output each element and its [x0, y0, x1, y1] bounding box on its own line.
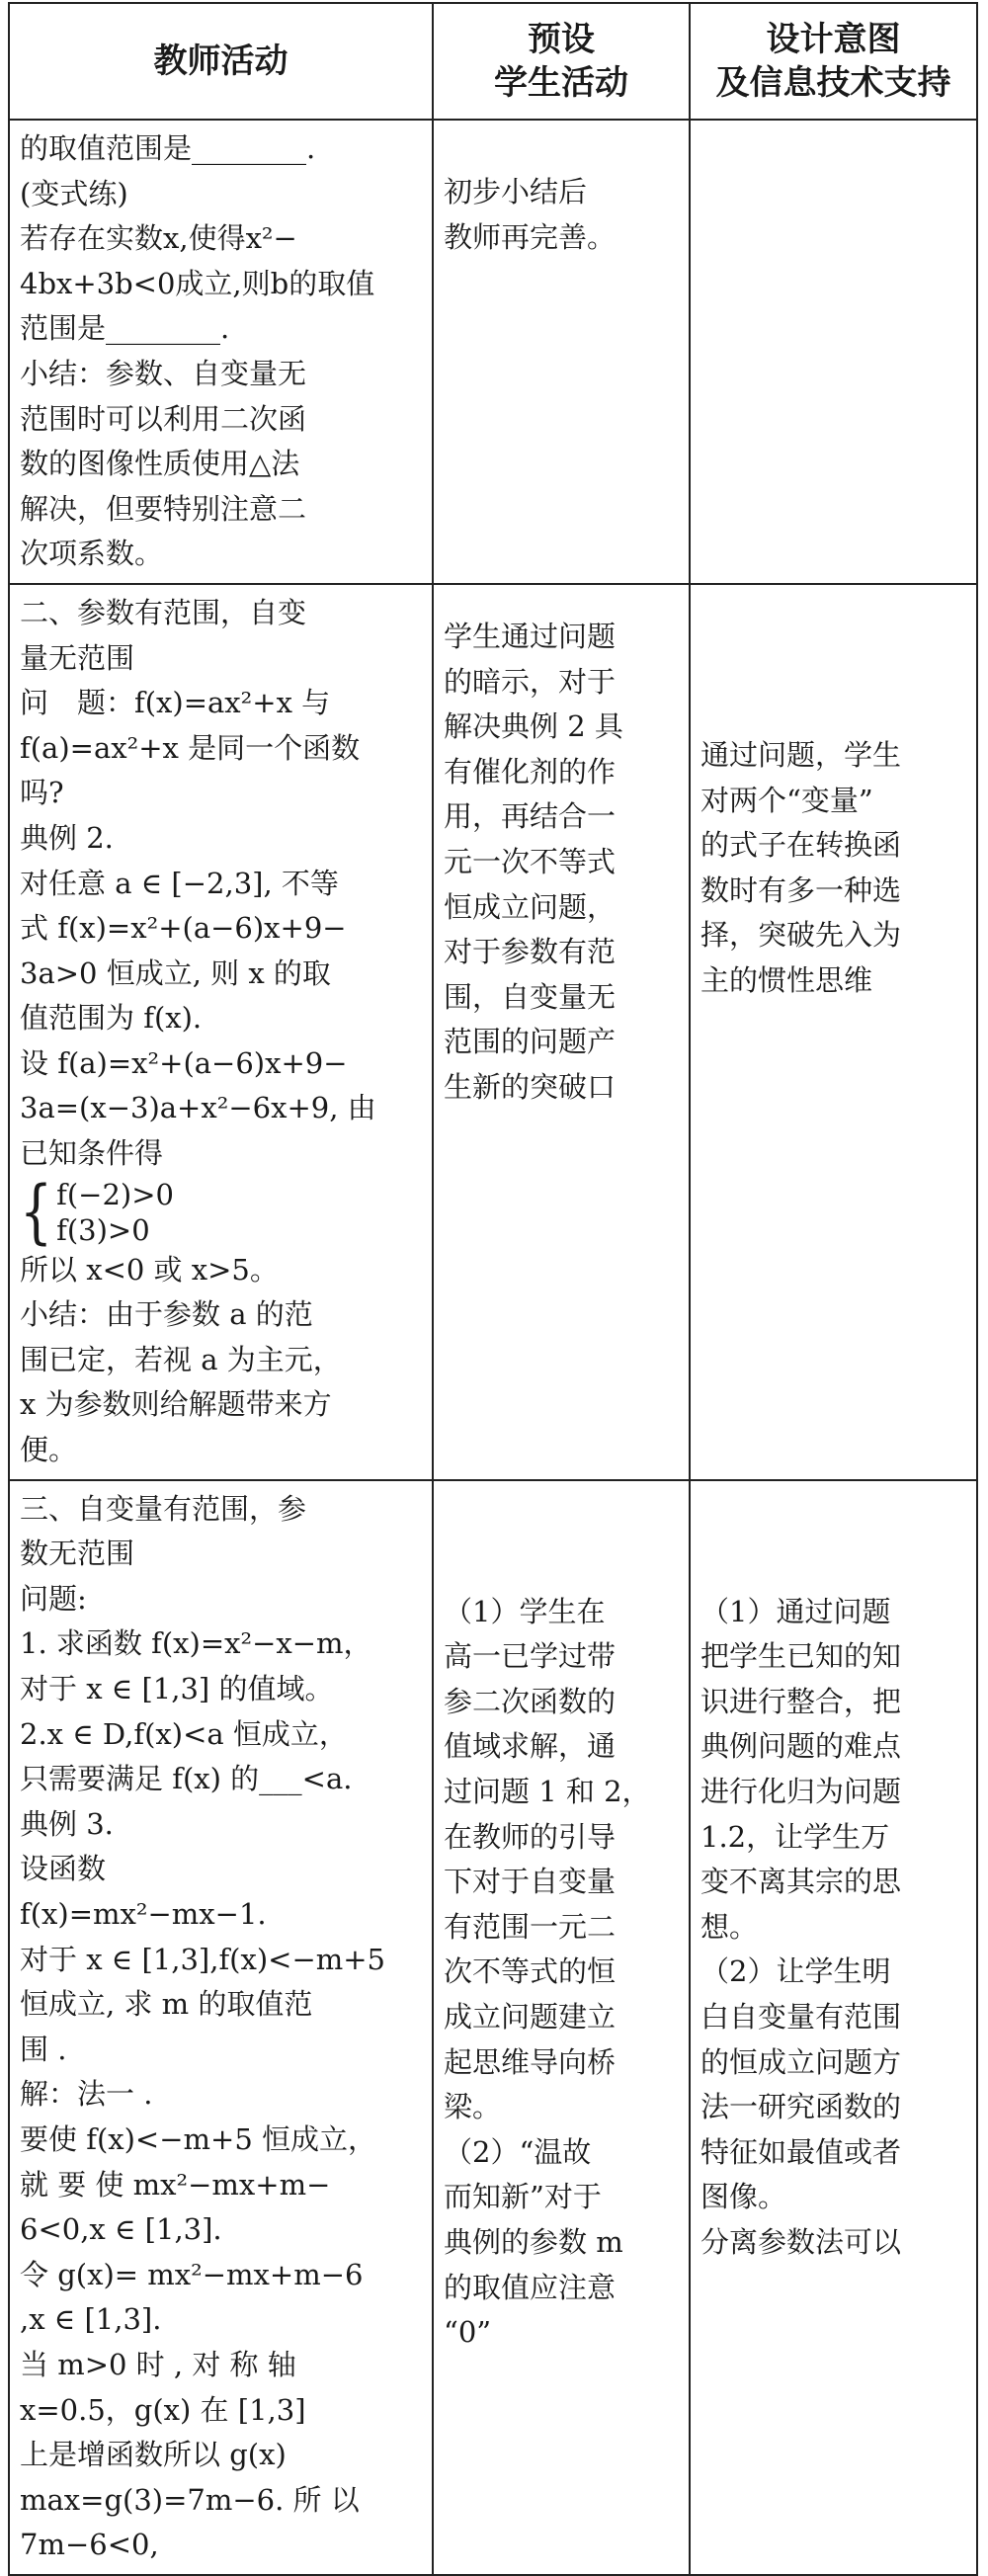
- text-line: 下对于自变量: [444, 1865, 617, 1899]
- text-line: 典例 3.: [20, 1806, 114, 1841]
- student-cell: [433, 120, 690, 584]
- text-line: 主的惯性思维: [700, 962, 873, 997]
- teacher-cell: [9, 1480, 433, 2575]
- lesson-plan-table: [8, 2, 978, 2576]
- text-line: 过问题 1 和 2，: [444, 1775, 651, 1808]
- text-line: x 为参数则给解题带来方: [20, 1387, 332, 1422]
- text-line: （2）让学生明: [700, 1954, 891, 1989]
- text-line: 吗?: [20, 776, 64, 810]
- text-line: 变不离其宗的思: [700, 1865, 902, 1899]
- text-line: 6<0,x ∈ [1,3].: [20, 2212, 222, 2247]
- text-line: 解：法一 .: [20, 2077, 153, 2112]
- text-line: 范围时可以利用二次函: [20, 401, 307, 436]
- text-line: 便。: [20, 1433, 78, 1467]
- header-student-activity: 预设 学生活动: [433, 3, 690, 120]
- text-line: （1）学生在: [444, 1594, 606, 1628]
- left-brace-icon: {: [20, 1172, 53, 1253]
- text-line: 三、自变量有范围，参: [20, 1491, 307, 1526]
- text-line: (变式练): [20, 176, 128, 210]
- text-line: 而知新”对于: [444, 2180, 602, 2214]
- text-line: 的取值范围是________.: [20, 131, 316, 165]
- text-line: 解决典例 2 具: [444, 709, 623, 744]
- text-line: 图像。: [700, 2180, 787, 2214]
- text-line: 若存在实数x,使得x²−: [20, 221, 297, 256]
- text-line: 典例的参数 m: [444, 2224, 623, 2259]
- text-line: 通过问题，学生: [700, 737, 902, 772]
- design-cell: [690, 1480, 977, 2575]
- text-line: 次项系数。: [20, 537, 164, 571]
- text-line: 所以 x<0 或 x>5。: [20, 1252, 279, 1287]
- text-line: 7m−6<0,: [20, 2528, 159, 2562]
- student-cell: [433, 584, 690, 1480]
- text-line: 识进行整合，把: [700, 1684, 902, 1718]
- text-line: 小结：参数、自变量无: [20, 356, 307, 390]
- text-line: 想。: [700, 1909, 759, 1944]
- text-line: 的暗示，对于: [444, 664, 617, 699]
- text-line: 2.x ∈ D,f(x)<a 恒成立，: [20, 1716, 348, 1751]
- text-line: 就 要 使 mx²−mx+m−: [20, 2167, 331, 2202]
- text-line: 问题:: [20, 1581, 87, 1616]
- text-line: 对于 x ∈ [1,3],f(x)<−m+5: [20, 1942, 386, 1976]
- text-line: 在教师的引导: [444, 1819, 617, 1854]
- text-line: 值范围为 f(x).: [20, 1001, 203, 1036]
- text-line: 高一已学过带: [444, 1639, 617, 1674]
- text-line: 典例 2.: [20, 820, 114, 855]
- text-line: 解决，但要特别注意二: [20, 491, 307, 526]
- text-line: 把学生已知的知: [700, 1639, 902, 1674]
- text-line: 围 .: [20, 2032, 67, 2066]
- text-line: 元一次不等式: [444, 844, 617, 878]
- text-line: 的恒成立问题方: [700, 2044, 902, 2079]
- text-line: 用，再结合一: [444, 799, 617, 834]
- inequality-system: [20, 1172, 422, 1253]
- text-line: 学生通过问题: [444, 619, 617, 653]
- text-line: 范围是________.: [20, 311, 230, 346]
- text-line: 当 m>0 时 , 对 称 轴: [20, 2347, 296, 2381]
- text-line: 数时有多一种选: [700, 873, 902, 907]
- text-line: 数的图像性质使用△法: [20, 447, 300, 481]
- header-design-intent: 设计意图 及信息技术支持: [690, 3, 977, 120]
- table-row: [9, 584, 977, 1480]
- text-line: 法一研究函数的: [700, 2090, 902, 2124]
- text-line: 要使 f(x)<−m+5 恒成立，: [20, 2121, 376, 2156]
- inequality-line: f(−2)>0: [56, 1177, 174, 1211]
- teacher-cell: [9, 584, 433, 1480]
- inequality-line: f(3)>0: [56, 1212, 150, 1247]
- table-header-row: [9, 3, 977, 120]
- text-line: 1. 求函数 f(x)=x²−x−m，: [20, 1626, 372, 1661]
- text-line: 设 f(a)=x²+(a−6)x+9−: [20, 1045, 348, 1080]
- text-line: ,x ∈ [1,3].: [20, 2302, 162, 2337]
- text-line: x=0.5，g(x) 在 [1,3]: [20, 2392, 306, 2427]
- text-line: 对于 x ∈ [1,3] 的值域。: [20, 1672, 334, 1705]
- text-line: 对于参数有范: [444, 935, 617, 969]
- table-row: [9, 1480, 977, 2575]
- text-line: （1）通过问题: [700, 1594, 891, 1628]
- text-line: 围，自变量无: [444, 979, 617, 1014]
- text-line: 的取值应注意: [444, 2270, 617, 2304]
- text-line: 分离参数法可以: [700, 2224, 902, 2259]
- text-line: 梁。: [444, 2090, 502, 2124]
- text-line: 的式子在转换函: [700, 828, 902, 863]
- text-line: 对任意 a ∈ [−2,3], 不等: [20, 866, 339, 900]
- text-line: 1.2，让学生万: [700, 1819, 890, 1854]
- design-cell: [690, 584, 977, 1480]
- text-line: 有催化剂的作: [444, 754, 617, 789]
- text-line: 有范围一元二: [444, 1909, 617, 1944]
- student-cell: [433, 1480, 690, 2575]
- text-line: 成立问题建立: [444, 1999, 617, 2034]
- text-line: max=g(3)=7m−6. 所 以: [20, 2482, 360, 2517]
- header-teacher-activity: 教师活动: [9, 3, 433, 120]
- text-line: 3a>0 恒成立, 则 x 的取: [20, 956, 331, 990]
- text-line: 恒成立, 求 m 的取值范: [20, 1987, 313, 2022]
- text-line: 值域求解，通: [444, 1729, 617, 1764]
- text-line: 次不等式的恒: [444, 1954, 617, 1989]
- design-cell: [690, 120, 977, 584]
- text-line: （2）“温故: [444, 2134, 592, 2169]
- text-line: 对两个“变量”: [700, 783, 873, 817]
- text-line: 数无范围: [20, 1537, 135, 1571]
- text-line: 令 g(x)= mx²−mx+m−6: [20, 2257, 364, 2291]
- text-line: 进行化归为问题: [700, 1775, 902, 1808]
- text-line: 典例问题的难点: [700, 1729, 902, 1764]
- text-line: 参二次函数的: [444, 1684, 617, 1718]
- text-line: f(a)=ax²+x 是同一个函数: [20, 730, 361, 765]
- text-line: 量无范围: [20, 640, 135, 675]
- text-line: 生新的突破口: [444, 1069, 617, 1104]
- text-line: 设函数: [20, 1852, 107, 1886]
- table-row: [9, 120, 977, 584]
- text-line: 已知条件得: [20, 1136, 164, 1171]
- text-line: 初步小结后: [444, 175, 588, 208]
- text-line: 二、参数有范围，自变: [20, 595, 307, 629]
- text-line: 特征如最值或者: [700, 2134, 902, 2169]
- text-line: 上是增函数所以 g(x): [20, 2438, 287, 2472]
- teacher-cell: [9, 120, 433, 584]
- text-line: “0”: [444, 2315, 492, 2350]
- text-line: 教师再完善。: [444, 219, 617, 254]
- text-line: 式 f(x)=x²+(a−6)x+9−: [20, 911, 347, 946]
- text-line: 问 题：f(x)=ax²+x 与: [20, 686, 331, 720]
- text-line: 围已定，若视 a 为主元，: [20, 1342, 342, 1376]
- text-line: 4bx+3b<0成立,则b的取值: [20, 266, 375, 300]
- text-line: 择，突破先入为: [700, 918, 902, 953]
- text-line: 白自变量有范围: [700, 1999, 902, 2034]
- text-line: f(x)=mx²−mx−1.: [20, 1896, 267, 1931]
- text-line: 3a=(x−3)a+x²−6x+9, 由: [20, 1091, 376, 1125]
- text-line: 小结：由于参数 a 的范: [20, 1297, 313, 1332]
- text-line: 恒成立问题，: [444, 889, 617, 924]
- text-line: 范围的问题产: [444, 1025, 617, 1059]
- text-line: 起思维导向桥: [444, 2044, 617, 2079]
- text-line: 只需要满足 f(x) 的___<a.: [20, 1762, 353, 1796]
